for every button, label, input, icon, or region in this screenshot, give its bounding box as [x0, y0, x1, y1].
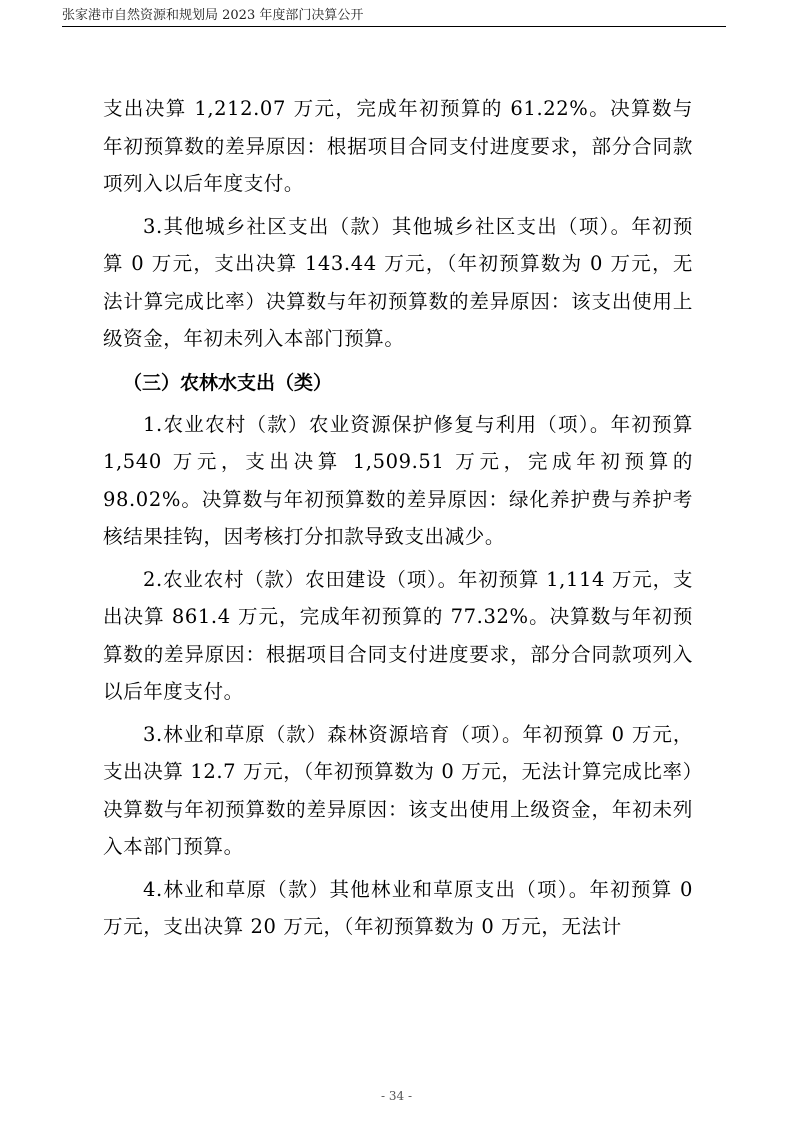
item-agri-resource-protection: 1.农业农村（款）农业资源保护修复与利用（项）。年初预算 1,540 万元，支出决算 1,509.51 万元，完成年初预算的 98.02%。决算数与年初预算数的差异原因：绿化养护费与养护考核结果挂钩，因考核打分扣款导致支出减少。 — [103, 412, 693, 548]
item-other-forestry: 4.林业和草原（款）其他林业和草原支出（项）。年初预算 0 万元，支出决算 20 万元，（年初预算数为 0 万元，无法计 — [103, 877, 693, 938]
document-body — [103, 90, 693, 946]
item-forest-cultivation: 3.林业和草原（款）森林资源培育（项）。年初预算 0 万元，支出决算 12.7 万元，（年初预算数为 0 万元，无法计算完成比率）决算数与年初预算数的差异原因：该支出使用上级资金，年初未列入本部门预算。 — [103, 722, 693, 858]
paragraph-other-urban-rural: 3.其他城乡社区支出（款）其他城乡社区支出（项）。年初预算 0 万元，支出决算 143.44 万元，（年初预算数为 0 万元，无法计算完成比率）决算数与年初预算数的差异原因：该支出使用上级资金，年初未列入本部门预算。 — [103, 214, 693, 350]
page-header-title: 张家港市自然资源和规划局 2023 年度部门决算公开 — [62, 8, 364, 23]
page-number: - 34 - — [380, 1089, 412, 1103]
item-farmland-construction: 2.农业农村（款）农田建设（项）。年初预算 1,114 万元，支出决算 861.4 万元，完成年初预算的 77.32%。决算数与年初预算数的差异原因：根据项目合同支付进度要求，部分合同款项列入以后年度支付。 — [103, 567, 693, 703]
header-divider — [62, 26, 726, 27]
section-heading-agriculture: （三）农林水支出（类） — [123, 371, 333, 394]
paragraph-continuation: 支出决算 1,212.07 万元，完成年初预算的 61.22%。决算数与年初预算数的差异原因：根据项目合同支付进度要求，部分合同款项列入以后年度支付。 — [103, 97, 693, 195]
